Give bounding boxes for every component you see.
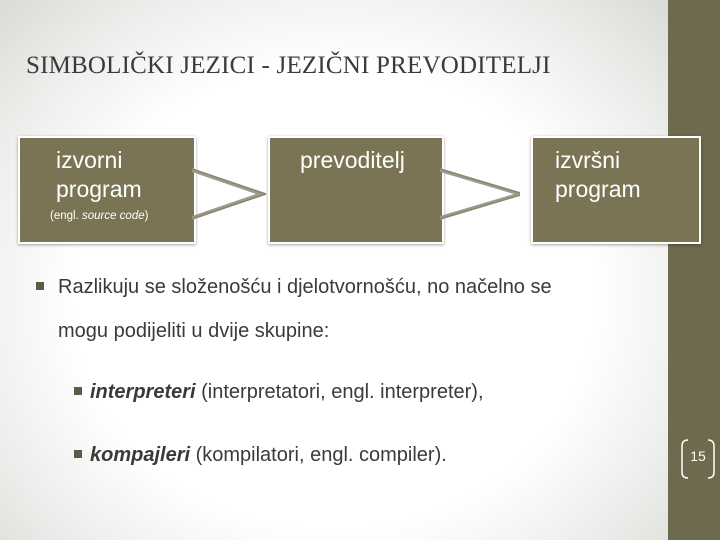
bullet-main <box>36 276 552 299</box>
box-label: prevoditelj <box>300 147 405 173</box>
term-bold: kompajleri <box>90 444 191 466</box>
page-number: 15 <box>690 448 706 464</box>
box-translator <box>268 136 444 244</box>
box-source-program <box>18 136 196 244</box>
term-bold: interpreteri <box>90 381 196 403</box>
box-note: (engl. source code) <box>50 210 149 222</box>
page-number-badge <box>680 436 716 482</box>
slide-title: SIMBOLIČKI JEZICI - JEZIČNI PREVODITELJI <box>26 52 551 79</box>
arrow-right-icon <box>440 166 520 222</box>
box-label: izvorni program <box>56 147 142 202</box>
sub-bullet-compilers <box>74 444 447 467</box>
bullet-square-icon <box>74 387 82 395</box>
term-description: (interpretatori, engl. interpreter), <box>195 381 484 403</box>
bullet-square-icon <box>74 450 82 458</box>
term-description: (kompilatori, engl. compiler). <box>190 444 447 466</box>
bullet-text: Razlikuju se složenošću i djelotvornošću, no načelno se <box>58 276 552 298</box>
box-executable-program <box>531 136 701 244</box>
bullet-main-continuation: mogu podijeliti u dvije skupine: <box>58 320 330 342</box>
sub-bullet-interpreters <box>74 381 484 404</box>
box-label: izvršni program <box>555 147 641 202</box>
arrow-right-icon <box>192 166 272 222</box>
bullet-square-icon <box>36 282 44 290</box>
